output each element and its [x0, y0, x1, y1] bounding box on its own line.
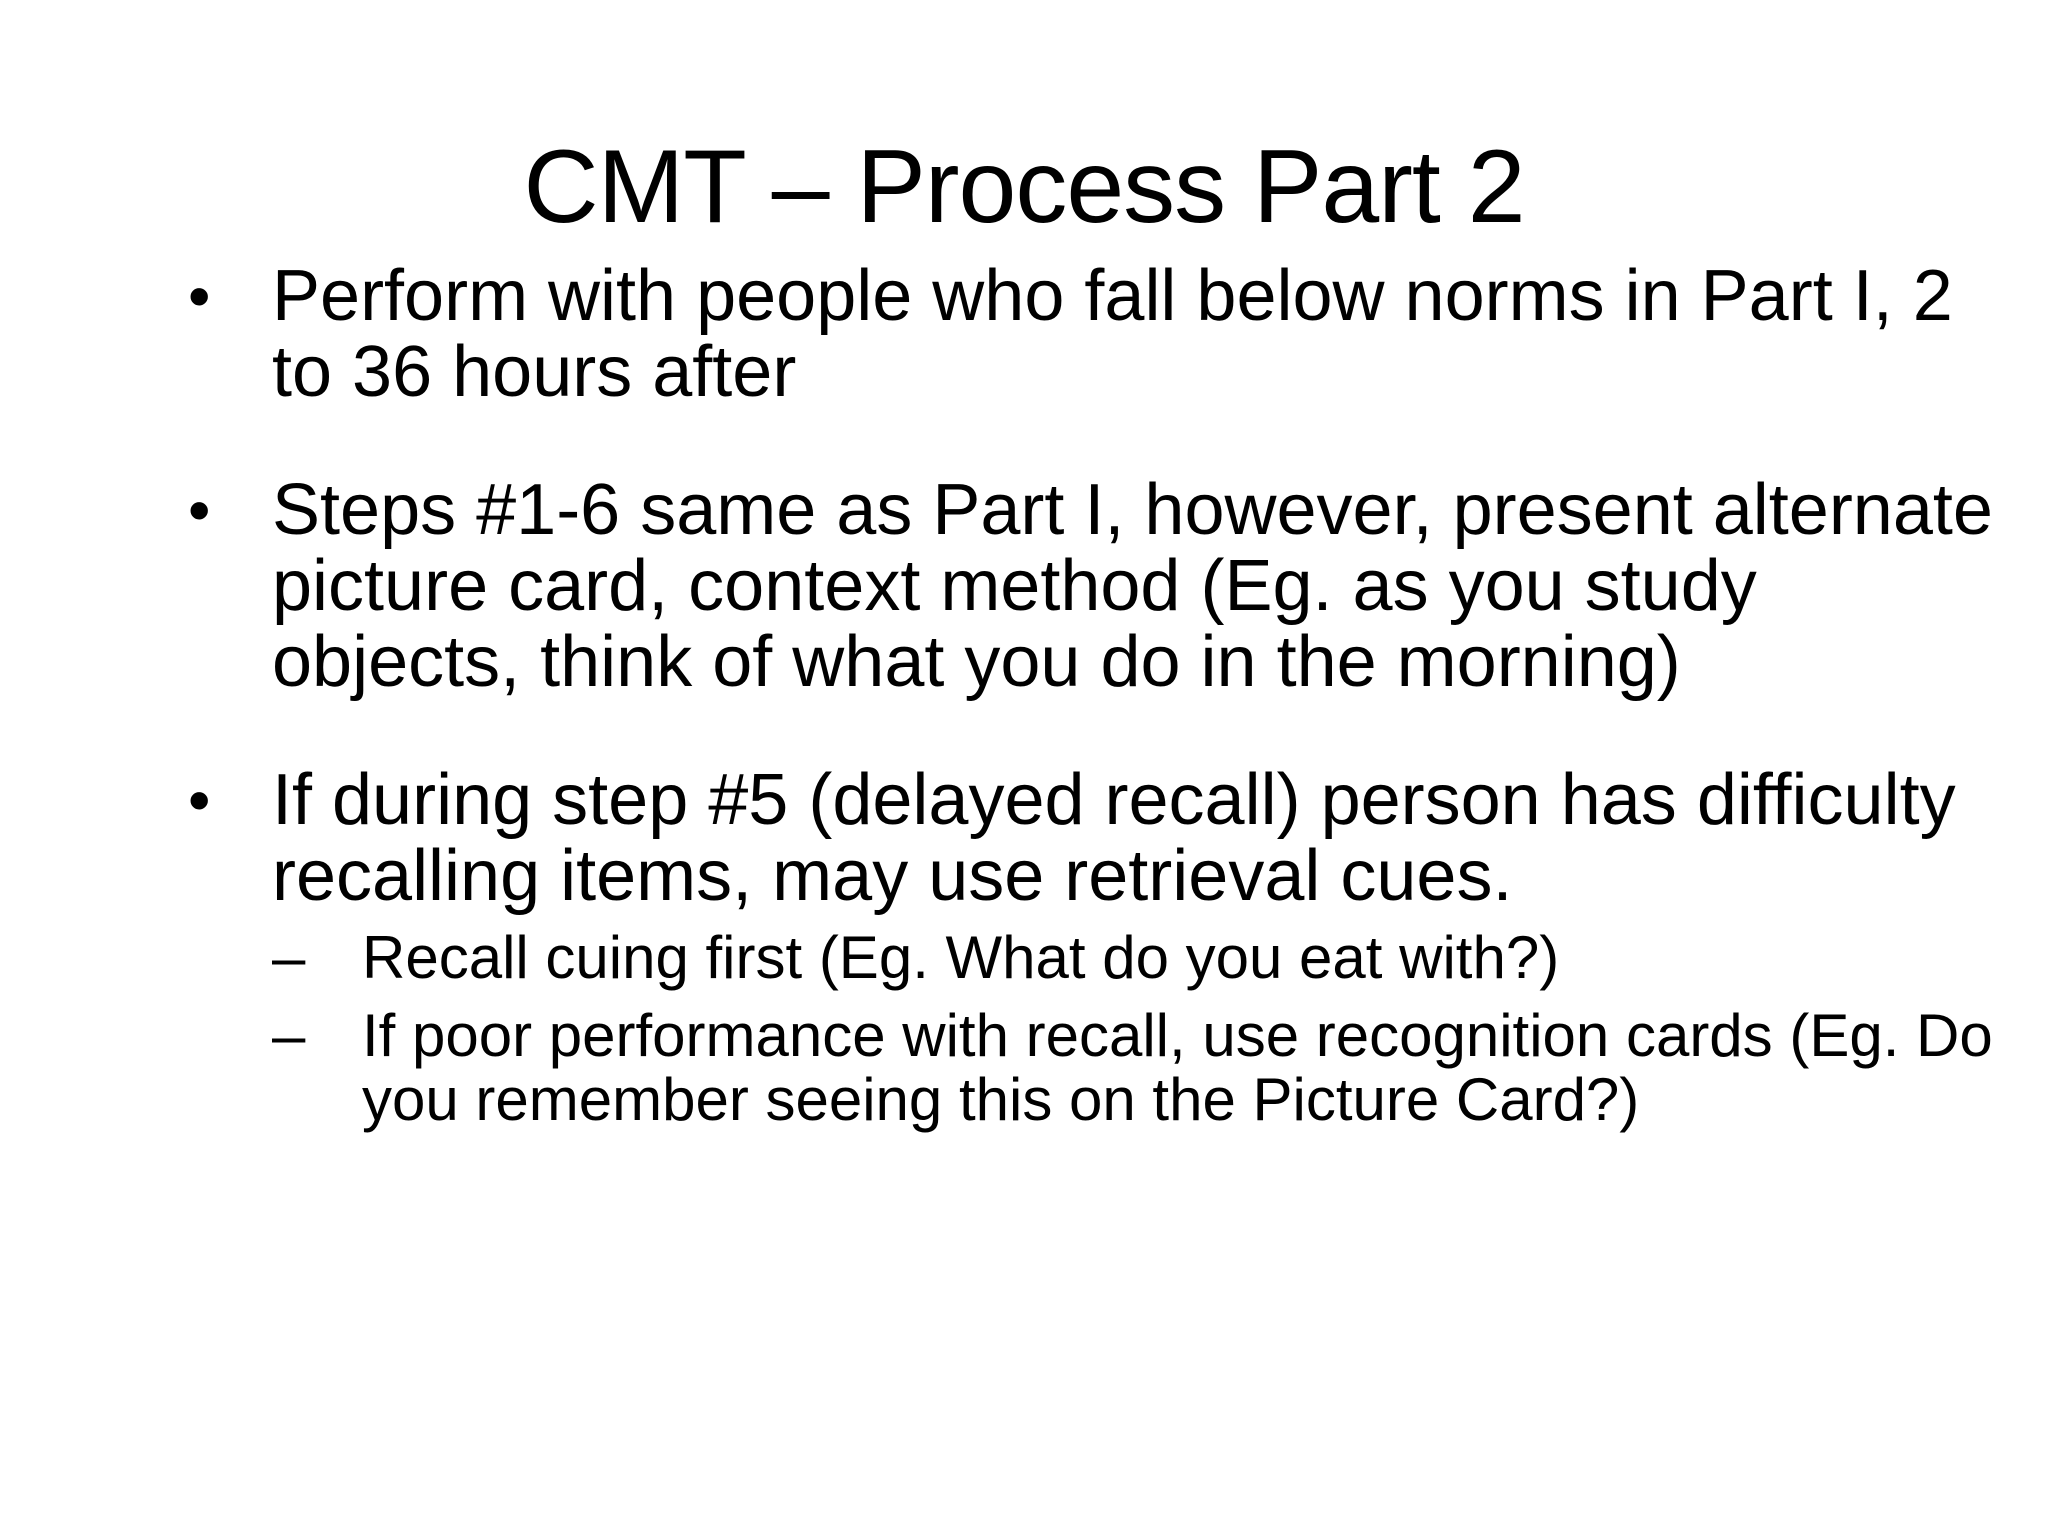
- slide-title: CMT – Process Part 2: [523, 129, 1525, 245]
- sub-bullet-list: [180, 926, 2020, 1132]
- sub-bullet-item: [272, 926, 2020, 990]
- sub-bullet-item: [272, 1004, 2020, 1132]
- bullet-item: [180, 472, 2020, 700]
- bullet-item: [180, 762, 2020, 914]
- bullet-icon: •: [188, 260, 211, 332]
- bullet-icon: •: [188, 474, 211, 546]
- sub-bullet-text: Recall cuing first (Eg. What do you eat with?): [362, 924, 1560, 991]
- bullet-text: Perform with people who fall below norms in Part I, 2 to 36 hours after: [272, 256, 1953, 412]
- bullet-text: If during step #5 (delayed recall) person has difficulty recalling items, may use retrieval cues.: [272, 760, 1956, 916]
- bullet-icon: •: [188, 764, 211, 836]
- bullet-text: Steps #1-6 same as Part I, however, present alternate picture card, context method (Eg. as you study objects, think of what you do in the morning): [272, 470, 1993, 702]
- bullet-item: [180, 258, 2020, 410]
- dash-icon: –: [272, 1002, 306, 1069]
- sub-bullet-text: If poor performance with recall, use recognition cards (Eg. Do you remember seeing this on the Picture Card?): [362, 1002, 1993, 1133]
- dash-icon: –: [272, 924, 306, 991]
- slide-body: [180, 258, 2020, 1146]
